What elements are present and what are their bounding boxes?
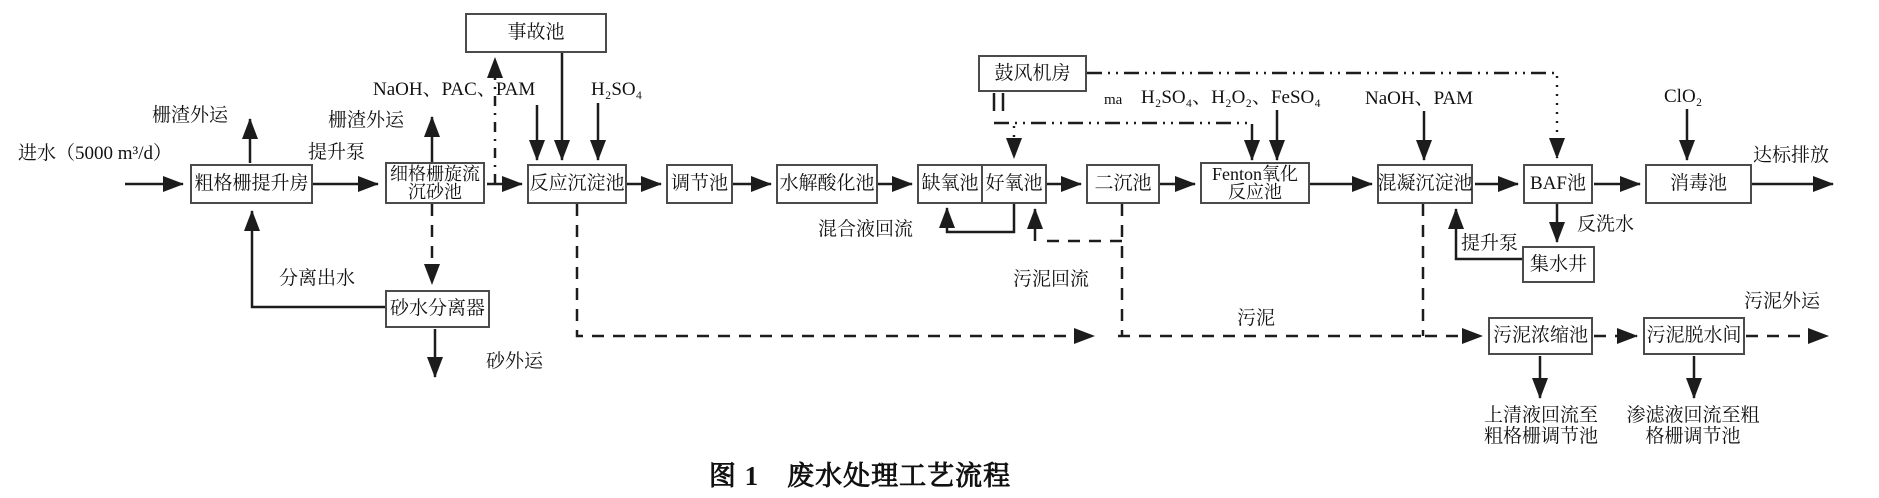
arrow-separated-water-return bbox=[252, 211, 385, 307]
box-disinfection-tank-label: 消毒池 bbox=[1669, 173, 1727, 195]
discharge-label: 达标排放 bbox=[1753, 145, 1830, 166]
box-baf-tank-label: BAF池 bbox=[1530, 173, 1586, 195]
box-accident-tank bbox=[465, 13, 607, 53]
separated-water-label: 分离出水 bbox=[279, 268, 356, 289]
arrow-mixed-liquor-return bbox=[947, 204, 1014, 232]
box-anoxic-tank-label: 缺氧池 bbox=[921, 173, 979, 195]
filtrate-return-line-1: 渗滤液回流至粗 bbox=[1626, 405, 1760, 426]
box-hydrolysis-acidification bbox=[776, 164, 878, 204]
sand-out-label: 砂外运 bbox=[486, 351, 544, 372]
box-hydrolysis-acidification-label: 水解酸化池 bbox=[779, 173, 875, 195]
h2so4-label: H₂SO₄ bbox=[591, 79, 643, 100]
box-regulating-tank bbox=[666, 164, 733, 204]
naoh-pac-pam-label: NaOH、PAC、PAM bbox=[373, 79, 536, 100]
box-coarse-screen bbox=[190, 164, 313, 204]
box-fenton-reactor bbox=[1200, 162, 1310, 204]
box-fine-screen bbox=[385, 162, 485, 204]
box-reaction-sedimentation bbox=[527, 164, 627, 204]
figure-caption: 图 1 废水处理工艺流程 bbox=[708, 461, 1012, 491]
box-baf-tank bbox=[1523, 164, 1593, 204]
box-secondary-sedimentation-label: 二沉池 bbox=[1094, 173, 1152, 195]
box-fenton-reactor-label-2: 反应池 bbox=[1228, 182, 1282, 202]
ma-label: ma bbox=[1104, 92, 1123, 108]
box-regulating-tank-label: 调节池 bbox=[670, 173, 728, 195]
mixed-liquor-return-label: 混合液回流 bbox=[818, 219, 914, 240]
box-fenton-reactor-label-1: Fenton氧化 bbox=[1211, 163, 1298, 184]
box-sand-water-separator bbox=[385, 290, 490, 328]
supernatant-return-label bbox=[1476, 405, 1606, 447]
box-secondary-sedimentation bbox=[1086, 164, 1160, 204]
clo2-label: ClO₂ bbox=[1664, 86, 1703, 107]
filtrate-return-label bbox=[1618, 405, 1768, 447]
box-coagulation-sedimentation-label: 混凝沉淀池 bbox=[1377, 173, 1473, 195]
influent-label: 进水（5000 m³/d） bbox=[18, 143, 173, 164]
box-sludge-thickener-label: 污泥浓缩池 bbox=[1492, 325, 1588, 347]
box-blower-room-label: 鼓风机房 bbox=[994, 62, 1071, 84]
fenton-chemicals-label: H₂SO₄、H₂O₂、FeSO₄ bbox=[1141, 87, 1321, 108]
feed-and-waste-arrows bbox=[250, 53, 1694, 398]
box-accident-tank-label: 事故池 bbox=[507, 22, 565, 44]
lift-pump-label-2: 提升泵 bbox=[1461, 233, 1519, 254]
box-sludge-thickener bbox=[1488, 317, 1593, 355]
box-sand-water-separator-label: 砂水分离器 bbox=[389, 298, 485, 320]
box-anoxic-tank bbox=[917, 164, 983, 204]
box-collection-well-label: 集水井 bbox=[1529, 253, 1587, 275]
box-coagulation-sedimentation bbox=[1377, 164, 1473, 204]
box-blower-room bbox=[978, 55, 1087, 92]
screenings-out-label-2: 栅渣外运 bbox=[328, 110, 405, 131]
box-aerobic-tank bbox=[981, 164, 1047, 204]
sludge-label: 污泥 bbox=[1237, 308, 1276, 329]
screenings-out-label-1: 栅渣外运 bbox=[152, 105, 229, 126]
box-collection-well bbox=[1522, 246, 1595, 283]
backwash-label: 反洗水 bbox=[1577, 214, 1635, 235]
box-aerobic-tank-label: 好氧池 bbox=[985, 173, 1043, 195]
box-coarse-screen-label: 粗格栅提升房 bbox=[194, 173, 309, 195]
lift-pump-label-1: 提升泵 bbox=[308, 142, 366, 163]
supernatant-return-line-2: 粗格栅调节池 bbox=[1483, 426, 1598, 447]
sludge-out-label: 污泥外运 bbox=[1744, 291, 1821, 312]
box-reaction-sedimentation-label: 反应沉淀池 bbox=[529, 173, 625, 195]
box-fine-screen-label-1: 细格栅旋流 bbox=[390, 163, 480, 184]
sludge-return-label: 污泥回流 bbox=[1013, 269, 1090, 290]
supernatant-return-line-1: 上清液回流至 bbox=[1483, 405, 1598, 426]
box-fine-screen-label-2: 沉砂池 bbox=[408, 182, 462, 202]
box-disinfection-tank bbox=[1645, 164, 1752, 204]
naoh-pam-label: NaOH、PAM bbox=[1365, 88, 1474, 109]
box-sludge-dewatering bbox=[1643, 317, 1745, 355]
box-sludge-dewatering-label: 污泥脱水间 bbox=[1646, 325, 1742, 347]
filtrate-return-line-2: 格栅调节池 bbox=[1645, 426, 1741, 447]
